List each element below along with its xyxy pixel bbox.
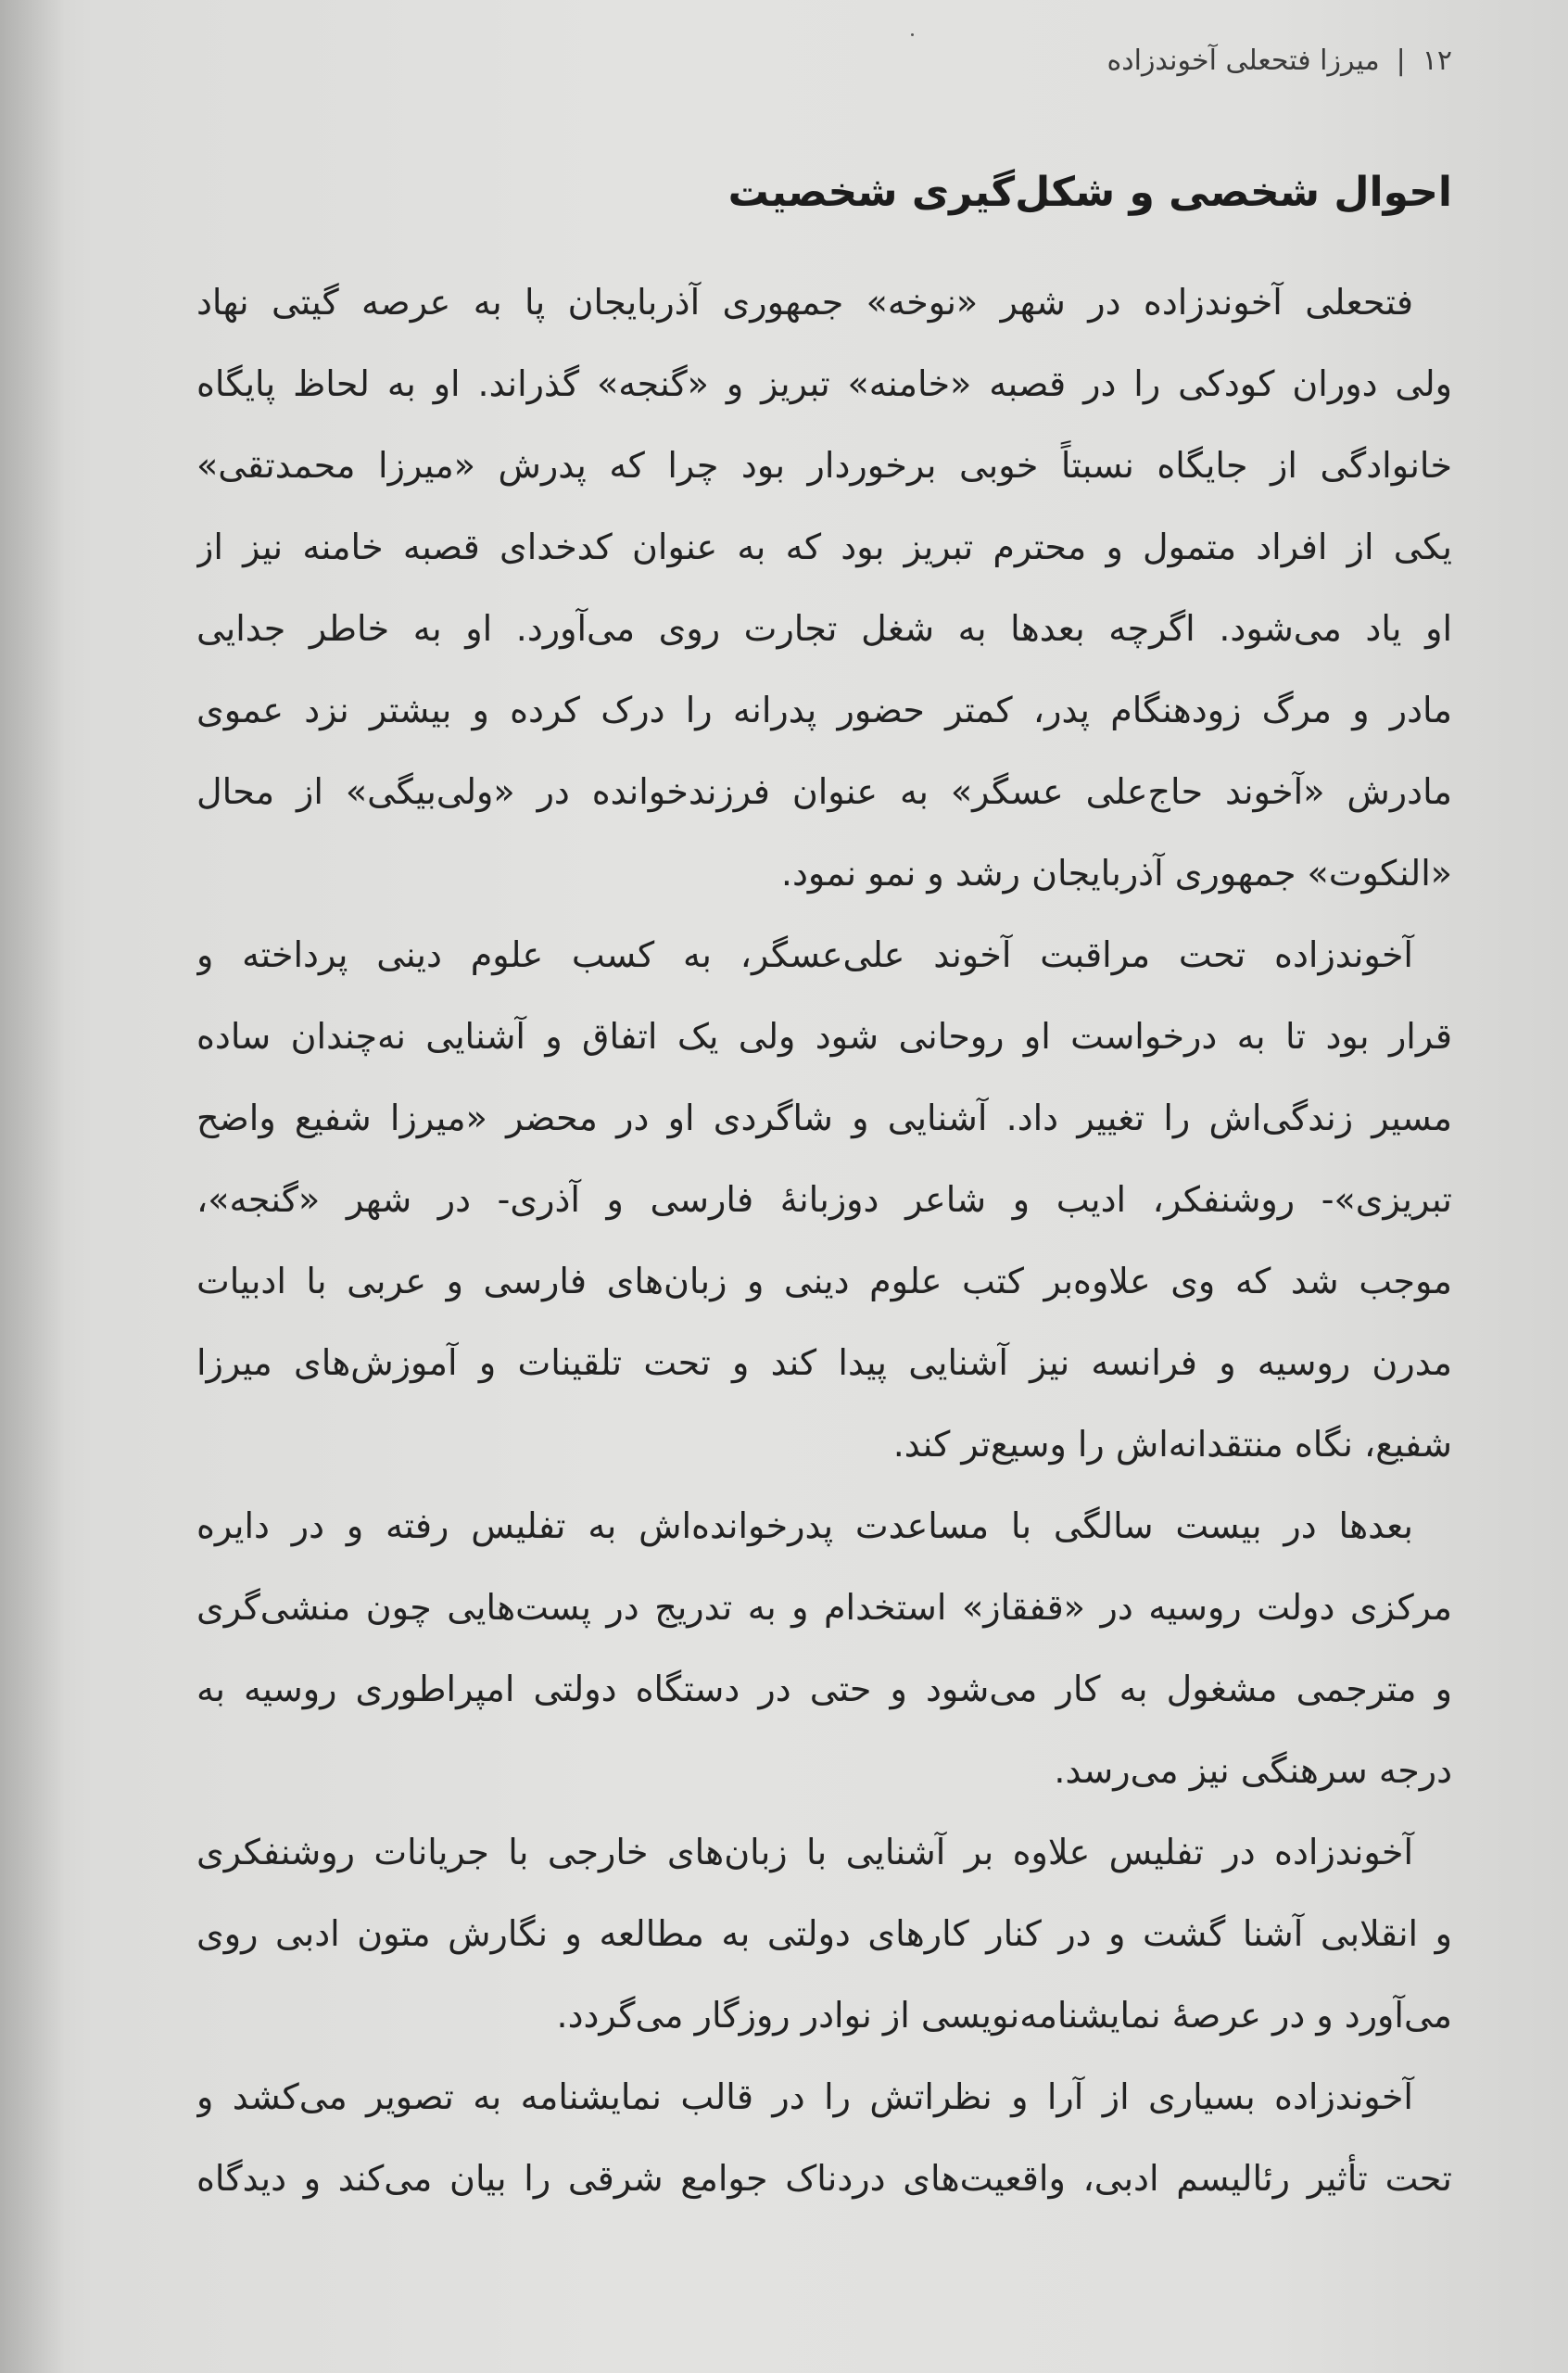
page-number: ۱۲ — [1422, 44, 1452, 77]
text-line: فتحعلی آخوندزاده در شهر «نوخه» جمهوری آذربایجان پا به عرصه گیتی نهاد — [196, 282, 1413, 323]
ink-speck — [911, 33, 914, 36]
text-line: و انقلابی آشنا گشت و در کنار کارهای دولتی به مطالعه و نگارش متون ادبی روی — [196, 1913, 1452, 1954]
text-line: موجب شد که وی علاوه‌بر کتب علوم دینی و زبان‌های فارسی و عربی با ادبیات — [196, 1261, 1452, 1301]
text-line: تحت تأثیر رئالیسم ادبی، واقعیت‌های دردناک جوامع شرقی را بیان می‌کند و دیدگاه — [196, 2158, 1452, 2199]
text-line: تبریزی»- روشنفکر، ادیب و شاعر دوزبانهٔ فارسی و آذری- در شهر «گنجه»، — [196, 1179, 1452, 1220]
running-header — [1107, 44, 1452, 77]
header-title: میرزا فتحعلی آخوندزاده — [1106, 44, 1380, 77]
section-title: احوال شخصی و شکل‌گیری شخصیت — [727, 169, 1452, 216]
text-line: «النکوت» جمهوری آذربایجان رشد و نمو نمود. — [780, 853, 1452, 894]
text-line: مادر و مرگ زودهنگام پدر، کمتر حضور پدرانه را درک کرده و بیشتر نزد عموی — [196, 690, 1452, 730]
text-line: بعدها در بیست سالگی با مساعدت پدرخوانده‌اش به تفلیس رفته و در دایره — [196, 1505, 1413, 1546]
text-line: مادرش «آخوند حاج‌علی عسگر» به عنوان فرزندخوانده در «ولی‌بیگی» از محال — [196, 771, 1452, 812]
text-line: او یاد می‌شود. اگرچه بعدها به شغل تجارت روی می‌آورد. او به خاطر جدایی — [196, 608, 1452, 649]
text-line: و مترجمی مشغول به کار می‌شود و حتی در دستگاه دولتی امپراطوری روسیه به — [196, 1669, 1452, 1709]
text-line: آخوندزاده تحت مراقبت آخوند علی‌عسگر، به کسب علوم دینی پرداخته و — [196, 934, 1413, 975]
paragraph-5 — [196, 2056, 1452, 2219]
text-line: خانوادگی از جایگاه نسبتاً خوبی برخوردار بود چرا که پدرش «میرزا محمدتقی» — [196, 445, 1452, 486]
binding-shadow — [0, 0, 65, 2373]
text-line: می‌آورد و در عرصهٔ نمایشنامه‌نویسی از نوادر روزگار می‌گردد. — [556, 1995, 1452, 2036]
text-line: آخوندزاده در تفلیس علاوه بر آشنایی با زبان‌های خارجی با جریانات روشنفکری — [196, 1832, 1413, 1872]
text-line: قرار بود تا به درخواست او روحانی شود ولی یک اتفاق و آشنایی نه‌چندان ساده — [196, 1016, 1452, 1057]
paragraph-2 — [196, 914, 1452, 1485]
paragraph-3 — [196, 1485, 1452, 1811]
paragraph-4 — [196, 1811, 1452, 2056]
paragraph-1 — [196, 261, 1452, 914]
text-line: مرکزی دولت روسیه در «قفقاز» استخدام و به تدریج در پست‌هایی چون منشی‌گری — [196, 1587, 1452, 1628]
text-line: مدرن روسیه و فرانسه نیز آشنایی پیدا کند و تحت تلقینات و آموزش‌های میرزا — [196, 1342, 1452, 1383]
text-line: درجه سرهنگی نیز می‌رسد. — [1054, 1750, 1452, 1791]
text-line: شفیع، نگاه منتقدانه‌اش را وسیع‌تر کند. — [892, 1424, 1452, 1465]
text-line: آخوندزاده بسیاری از آرا و نظراتش را در قالب نمایشنامه به تصویر می‌کشد و — [196, 2076, 1413, 2117]
header-separator: | — [1396, 44, 1406, 77]
text-line: مسیر زندگی‌اش را تغییر داد. آشنایی و شاگردی او در محضر «میرزا شفیع واضح — [196, 1098, 1452, 1138]
text-line: یکی از افراد متمول و محترم تبریز بود که به عنوان کدخدای قصبه خامنه نیز از — [196, 527, 1452, 567]
text-line: ولی دوران کودکی را در قصبه «خامنه» تبریز و «گنجه» گذراند. او به لحاظ پایگاه — [196, 363, 1452, 404]
body-text — [196, 261, 1452, 2219]
